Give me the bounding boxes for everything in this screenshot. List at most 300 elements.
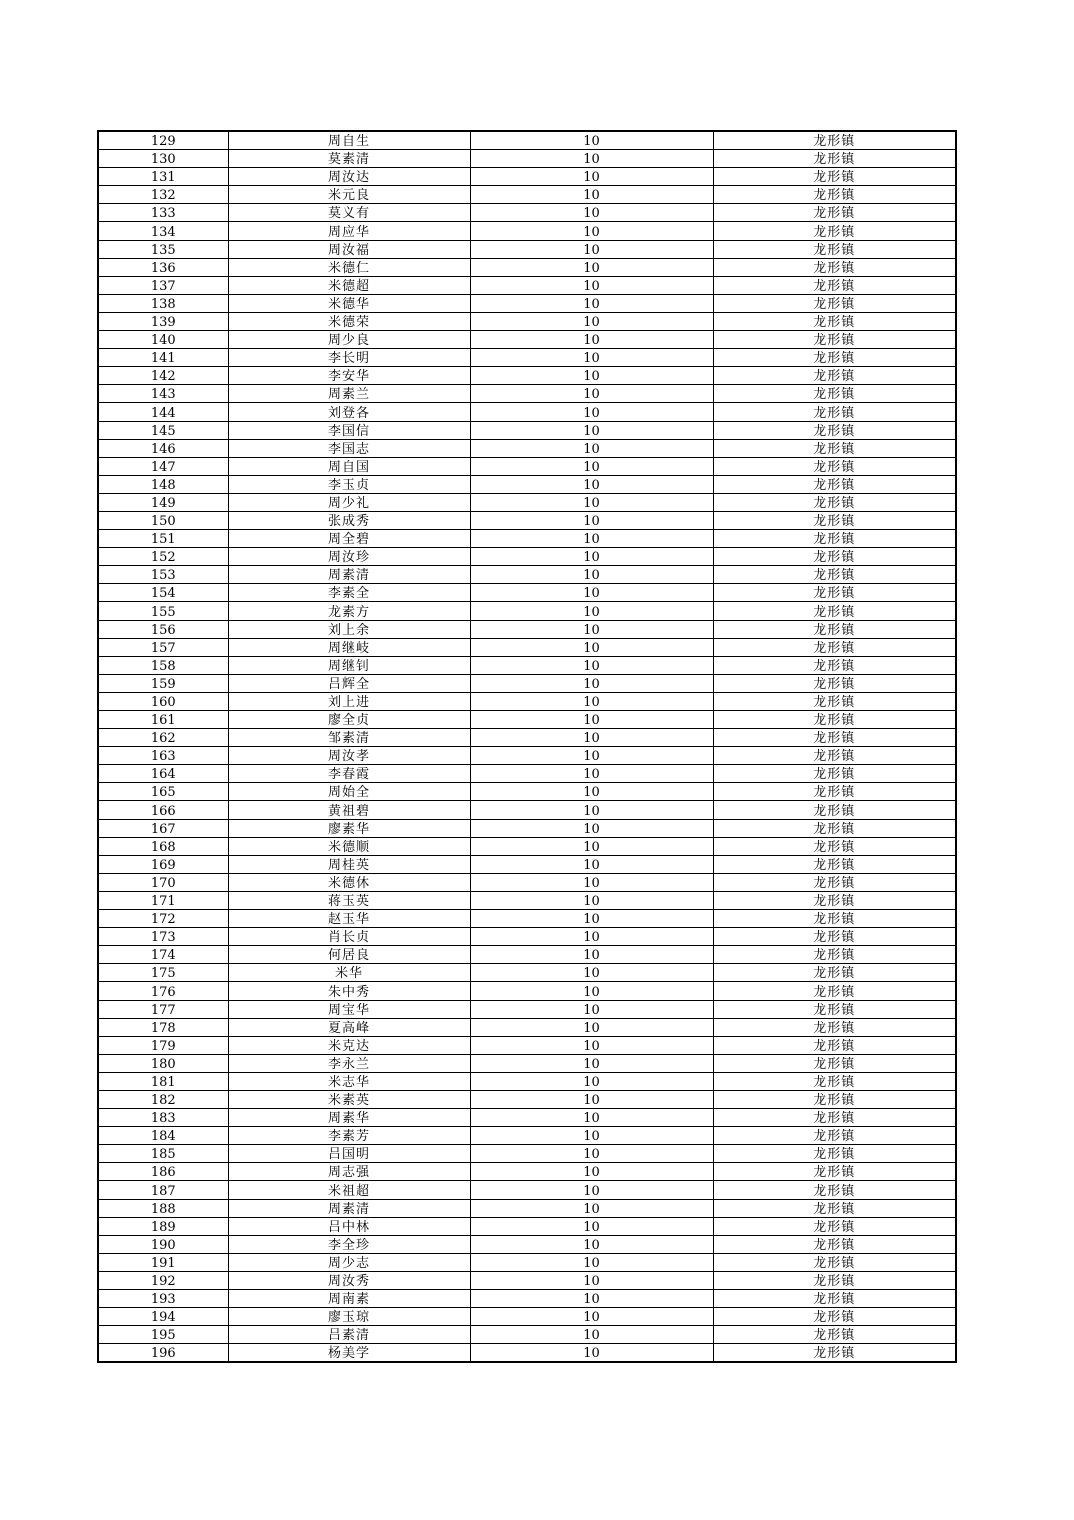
town-cell: 龙形镇 [713,530,956,548]
town-cell: 龙形镇 [713,1271,956,1289]
amount-cell: 10 [470,855,713,873]
row-number-cell: 150 [98,511,228,529]
amount-cell: 10 [470,1271,713,1289]
table-row [98,421,956,439]
table-row [98,1308,956,1326]
amount-cell: 10 [470,1036,713,1054]
name-cell: 李永兰 [228,1054,470,1072]
table-row [98,1145,956,1163]
town-cell: 龙形镇 [713,819,956,837]
table-row [98,1326,956,1344]
name-cell: 李素全 [228,584,470,602]
table-row [98,1163,956,1181]
town-cell: 龙形镇 [713,1181,956,1199]
row-number-cell: 178 [98,1018,228,1036]
town-cell: 龙形镇 [713,928,956,946]
table-row [98,1054,956,1072]
table-row [98,403,956,421]
name-cell: 廖玉琼 [228,1308,470,1326]
town-cell: 龙形镇 [713,1000,956,1018]
name-cell: 周素华 [228,1109,470,1127]
amount-cell: 10 [470,385,713,403]
town-cell: 龙形镇 [713,1326,956,1344]
table-row [98,656,956,674]
town-cell: 龙形镇 [713,1018,956,1036]
amount-cell: 10 [470,548,713,566]
town-cell: 龙形镇 [713,1308,956,1326]
town-cell: 龙形镇 [713,548,956,566]
table-row [98,1344,956,1363]
amount-cell: 10 [470,928,713,946]
amount-cell: 10 [470,457,713,475]
table-row [98,1235,956,1253]
table-row [98,493,956,511]
table-row [98,511,956,529]
town-cell: 龙形镇 [713,638,956,656]
table-row [98,692,956,710]
table-row [98,258,956,276]
name-cell: 周南素 [228,1290,470,1308]
row-number-cell: 137 [98,276,228,294]
table-row [98,186,956,204]
name-cell: 李国志 [228,439,470,457]
town-cell: 龙形镇 [713,692,956,710]
row-number-cell: 146 [98,439,228,457]
name-cell: 米德超 [228,276,470,294]
table-row [98,674,956,692]
table-row [98,530,956,548]
amount-cell: 10 [470,276,713,294]
table-row [98,548,956,566]
row-number-cell: 149 [98,493,228,511]
town-cell: 龙形镇 [713,674,956,692]
amount-cell: 10 [470,1145,713,1163]
row-number-cell: 179 [98,1036,228,1054]
town-cell: 龙形镇 [713,1217,956,1235]
name-cell: 吕辉全 [228,674,470,692]
name-cell: 周汝孝 [228,747,470,765]
name-cell: 米祖超 [228,1181,470,1199]
table-row [98,312,956,330]
table-row [98,566,956,584]
row-number-cell: 139 [98,312,228,330]
table-row [98,1253,956,1271]
row-number-cell: 196 [98,1344,228,1363]
amount-cell: 10 [470,1344,713,1363]
name-cell: 莫素清 [228,150,470,168]
town-cell: 龙形镇 [713,620,956,638]
amount-cell: 10 [470,1000,713,1018]
table-row [98,711,956,729]
amount-cell: 10 [470,620,713,638]
row-number-cell: 145 [98,421,228,439]
row-number-cell: 170 [98,873,228,891]
name-cell: 周素兰 [228,385,470,403]
row-number-cell: 191 [98,1253,228,1271]
row-number-cell: 151 [98,530,228,548]
town-cell: 龙形镇 [713,1127,956,1145]
name-cell: 刘登各 [228,403,470,421]
name-cell: 周自国 [228,457,470,475]
amount-cell: 10 [470,168,713,186]
row-number-cell: 174 [98,946,228,964]
name-cell: 黄祖碧 [228,801,470,819]
row-number-cell: 187 [98,1181,228,1199]
table-row [98,584,956,602]
amount-cell: 10 [470,910,713,928]
town-cell: 龙形镇 [713,457,956,475]
row-number-cell: 138 [98,294,228,312]
town-cell: 龙形镇 [713,222,956,240]
table-row [98,855,956,873]
town-cell: 龙形镇 [713,150,956,168]
name-cell: 米德休 [228,873,470,891]
amount-cell: 10 [470,1181,713,1199]
table-row [98,1181,956,1199]
amount-cell: 10 [470,150,713,168]
name-cell: 刘上进 [228,692,470,710]
amount-cell: 10 [470,258,713,276]
amount-cell: 10 [470,1018,713,1036]
name-cell: 龙素方 [228,602,470,620]
table-row [98,747,956,765]
row-number-cell: 129 [98,131,228,150]
name-cell: 米素英 [228,1090,470,1108]
name-cell: 周汝秀 [228,1271,470,1289]
row-number-cell: 193 [98,1290,228,1308]
town-cell: 龙形镇 [713,168,956,186]
amount-cell: 10 [470,765,713,783]
table-row [98,982,956,1000]
row-number-cell: 136 [98,258,228,276]
table-row [98,150,956,168]
row-number-cell: 156 [98,620,228,638]
town-cell: 龙形镇 [713,240,956,258]
table-row [98,873,956,891]
name-cell: 吕素清 [228,1326,470,1344]
town-cell: 龙形镇 [713,1199,956,1217]
town-cell: 龙形镇 [713,186,956,204]
row-number-cell: 162 [98,729,228,747]
amount-cell: 10 [470,1235,713,1253]
amount-cell: 10 [470,1127,713,1145]
town-cell: 龙形镇 [713,1235,956,1253]
town-cell: 龙形镇 [713,1145,956,1163]
row-number-cell: 141 [98,349,228,367]
town-cell: 龙形镇 [713,1253,956,1271]
town-cell: 龙形镇 [713,312,956,330]
town-cell: 龙形镇 [713,729,956,747]
table-row [98,349,956,367]
amount-cell: 10 [470,1290,713,1308]
amount-cell: 10 [470,692,713,710]
table-row [98,729,956,747]
row-number-cell: 160 [98,692,228,710]
row-number-cell: 168 [98,837,228,855]
amount-cell: 10 [470,964,713,982]
table-row [98,602,956,620]
amount-cell: 10 [470,421,713,439]
town-cell: 龙形镇 [713,656,956,674]
name-cell: 米元良 [228,186,470,204]
row-number-cell: 173 [98,928,228,946]
table-row [98,1199,956,1217]
row-number-cell: 143 [98,385,228,403]
town-cell: 龙形镇 [713,873,956,891]
amount-cell: 10 [470,873,713,891]
row-number-cell: 169 [98,855,228,873]
name-cell: 周全碧 [228,530,470,548]
table-row [98,276,956,294]
table-row [98,1018,956,1036]
name-cell: 周继钊 [228,656,470,674]
name-cell: 李长明 [228,349,470,367]
name-cell: 米德顺 [228,837,470,855]
amount-cell: 10 [470,439,713,457]
table-row [98,1109,956,1127]
amount-cell: 10 [470,204,713,222]
row-number-cell: 147 [98,457,228,475]
town-cell: 龙形镇 [713,439,956,457]
town-cell: 龙形镇 [713,331,956,349]
amount-cell: 10 [470,511,713,529]
table-row [98,783,956,801]
amount-cell: 10 [470,837,713,855]
name-cell: 周少良 [228,331,470,349]
amount-cell: 10 [470,222,713,240]
table-row [98,331,956,349]
amount-cell: 10 [470,566,713,584]
amount-cell: 10 [470,946,713,964]
town-cell: 龙形镇 [713,131,956,150]
row-number-cell: 183 [98,1109,228,1127]
town-cell: 龙形镇 [713,1036,956,1054]
amount-cell: 10 [470,131,713,150]
row-number-cell: 171 [98,891,228,909]
name-cell: 肖长贞 [228,928,470,946]
name-cell: 廖全贞 [228,711,470,729]
name-cell: 周素清 [228,1199,470,1217]
name-cell: 周汝达 [228,168,470,186]
amount-cell: 10 [470,783,713,801]
name-cell: 米克达 [228,1036,470,1054]
name-cell: 周继岐 [228,638,470,656]
row-number-cell: 144 [98,403,228,421]
table-row [98,1290,956,1308]
table-row [98,457,956,475]
name-cell: 邹素清 [228,729,470,747]
amount-cell: 10 [470,656,713,674]
row-number-cell: 159 [98,674,228,692]
name-cell: 夏高峰 [228,1018,470,1036]
amount-cell: 10 [470,674,713,692]
row-number-cell: 166 [98,801,228,819]
table-row [98,1000,956,1018]
name-cell: 周宝华 [228,1000,470,1018]
amount-cell: 10 [470,747,713,765]
town-cell: 龙形镇 [713,946,956,964]
table-row [98,385,956,403]
town-cell: 龙形镇 [713,747,956,765]
town-cell: 龙形镇 [713,891,956,909]
town-cell: 龙形镇 [713,1163,956,1181]
table-row [98,475,956,493]
amount-cell: 10 [470,312,713,330]
table-row [98,928,956,946]
name-cell: 李安华 [228,367,470,385]
name-cell: 李玉贞 [228,475,470,493]
amount-cell: 10 [470,403,713,421]
row-number-cell: 132 [98,186,228,204]
name-cell: 莫义有 [228,204,470,222]
amount-cell: 10 [470,294,713,312]
row-number-cell: 189 [98,1217,228,1235]
amount-cell: 10 [470,1199,713,1217]
town-cell: 龙形镇 [713,765,956,783]
row-number-cell: 153 [98,566,228,584]
name-cell: 米华 [228,964,470,982]
town-cell: 龙形镇 [713,982,956,1000]
amount-cell: 10 [470,1326,713,1344]
row-number-cell: 172 [98,910,228,928]
row-number-cell: 154 [98,584,228,602]
name-cell: 朱中秀 [228,982,470,1000]
table-row [98,222,956,240]
amount-cell: 10 [470,1072,713,1090]
town-cell: 龙形镇 [713,1344,956,1363]
town-cell: 龙形镇 [713,910,956,928]
name-cell: 李素芳 [228,1127,470,1145]
name-cell: 何居良 [228,946,470,964]
town-cell: 龙形镇 [713,602,956,620]
row-number-cell: 164 [98,765,228,783]
name-cell: 李春霞 [228,765,470,783]
row-number-cell: 180 [98,1054,228,1072]
name-cell: 周应华 [228,222,470,240]
town-cell: 龙形镇 [713,1054,956,1072]
row-number-cell: 177 [98,1000,228,1018]
town-cell: 龙形镇 [713,711,956,729]
table-row [98,1090,956,1108]
name-cell: 张成秀 [228,511,470,529]
row-number-cell: 163 [98,747,228,765]
table-row [98,367,956,385]
name-cell: 米志华 [228,1072,470,1090]
table-row [98,1036,956,1054]
name-cell: 吕国明 [228,1145,470,1163]
name-cell: 周少志 [228,1253,470,1271]
amount-cell: 10 [470,1054,713,1072]
town-cell: 龙形镇 [713,367,956,385]
row-number-cell: 133 [98,204,228,222]
row-number-cell: 194 [98,1308,228,1326]
amount-cell: 10 [470,891,713,909]
row-number-cell: 188 [98,1199,228,1217]
amount-cell: 10 [470,982,713,1000]
row-number-cell: 175 [98,964,228,982]
table-row [98,946,956,964]
row-number-cell: 184 [98,1127,228,1145]
name-cell: 赵玉华 [228,910,470,928]
row-number-cell: 148 [98,475,228,493]
name-cell: 周桂英 [228,855,470,873]
row-number-cell: 176 [98,982,228,1000]
town-cell: 龙形镇 [713,855,956,873]
town-cell: 龙形镇 [713,1072,956,1090]
table-row [98,1127,956,1145]
town-cell: 龙形镇 [713,204,956,222]
name-cell: 周素清 [228,566,470,584]
table-row [98,131,956,150]
town-cell: 龙形镇 [713,276,956,294]
table-row [98,620,956,638]
name-cell: 周汝福 [228,240,470,258]
table-row [98,1072,956,1090]
town-cell: 龙形镇 [713,421,956,439]
table-row [98,765,956,783]
amount-cell: 10 [470,493,713,511]
row-number-cell: 181 [98,1072,228,1090]
amount-cell: 10 [470,638,713,656]
name-cell: 周始全 [228,783,470,801]
town-cell: 龙形镇 [713,1090,956,1108]
amount-cell: 10 [470,240,713,258]
row-number-cell: 140 [98,331,228,349]
town-cell: 龙形镇 [713,783,956,801]
row-number-cell: 142 [98,367,228,385]
town-cell: 龙形镇 [713,475,956,493]
amount-cell: 10 [470,602,713,620]
amount-cell: 10 [470,819,713,837]
row-number-cell: 130 [98,150,228,168]
table-row [98,801,956,819]
table-row [98,819,956,837]
table-row [98,910,956,928]
table-row [98,837,956,855]
row-number-cell: 135 [98,240,228,258]
name-cell: 蒋玉英 [228,891,470,909]
row-number-cell: 186 [98,1163,228,1181]
table-row [98,240,956,258]
town-cell: 龙形镇 [713,511,956,529]
roster-table-body [98,131,956,1362]
roster-table [97,130,957,1363]
amount-cell: 10 [470,1163,713,1181]
row-number-cell: 167 [98,819,228,837]
amount-cell: 10 [470,729,713,747]
name-cell: 周汝珍 [228,548,470,566]
table-row [98,168,956,186]
name-cell: 周志强 [228,1163,470,1181]
name-cell: 周自生 [228,131,470,150]
town-cell: 龙形镇 [713,964,956,982]
name-cell: 李全珍 [228,1235,470,1253]
amount-cell: 10 [470,1109,713,1127]
table-row [98,1271,956,1289]
table-row [98,638,956,656]
name-cell: 米德华 [228,294,470,312]
row-number-cell: 158 [98,656,228,674]
row-number-cell: 185 [98,1145,228,1163]
amount-cell: 10 [470,1253,713,1271]
amount-cell: 10 [470,1308,713,1326]
amount-cell: 10 [470,186,713,204]
row-number-cell: 165 [98,783,228,801]
row-number-cell: 152 [98,548,228,566]
row-number-cell: 131 [98,168,228,186]
amount-cell: 10 [470,1090,713,1108]
amount-cell: 10 [470,584,713,602]
